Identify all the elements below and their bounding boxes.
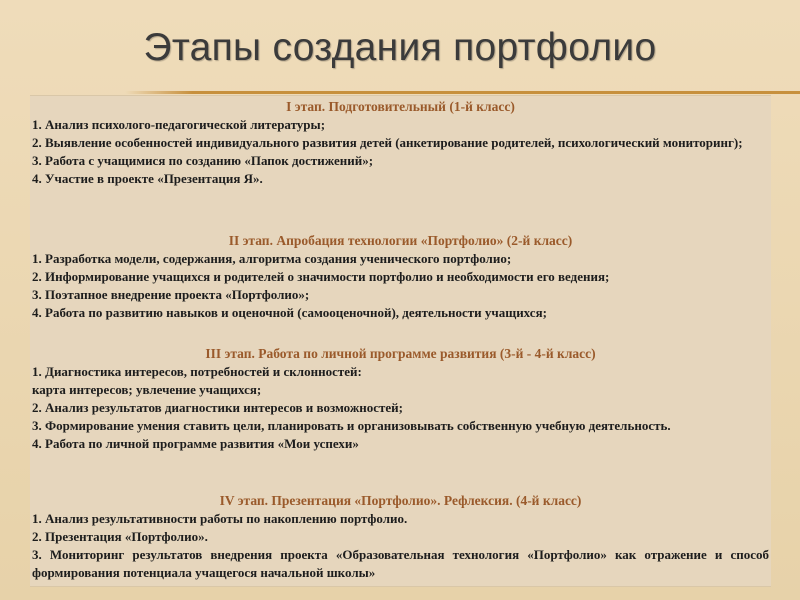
stage-1 [30,98,771,188]
content-box [30,95,771,587]
stage-title: IV этап. Презентация «Портфолио». Рефлексия. (4-й класс) [219,493,582,508]
list-item: 3. Мониторинг результатов внедрения проекта «Образовательная технология «Портфолио» как отражение и способ формирования потенциала учащегося начальной школы» [32,547,769,580]
list-item: 2. Выявление особенностей индивидуального развития детей (анкетирование родителей, психологический мониторинг); [32,135,743,150]
stage-4 [30,492,771,582]
list-item: 3. Поэтапное внедрение проекта «Портфолио»; [32,287,310,302]
list-item: 2. Информирование учащихся и родителей о значимости портфолио и необходимости его ведения; [32,269,610,284]
list-item: карта интересов; увлечение учащихся; [32,382,262,397]
list-item: 2. Презентация «Портфолио». [32,529,208,544]
page-title: Этапы создания портфолио [143,26,657,69]
stage-title: II этап. Апробация технологии «Портфолио» (2-й класс) [228,233,573,248]
stage-title: I этап. Подготовительный (1-й класс) [286,99,515,114]
list-item: 1. Анализ психолого-педагогической литературы; [32,117,326,132]
list-item: 3. Работа с учащимися по созданию «Папок достижений»; [32,153,374,168]
stage-2 [30,232,771,322]
list-item: 2. Анализ результатов диагностики интересов и возможностей; [32,400,404,415]
list-item: 1. Разработка модели, содержания, алгоритма создания ученического портфолио; [32,251,512,266]
list-item: 4. Работа по личной программе развития «Мои успехи» [32,436,359,451]
stage-3 [30,345,771,453]
list-item: 4. Работа по развитию навыков и оценочной (самооценочной), деятельности учащихся; [32,305,547,320]
list-item: 1. Диагностика интересов, потребностей и склонностей: [32,364,362,379]
list-item: 4. Участие в проекте «Презентация Я». [32,171,263,186]
title-underline [125,91,800,94]
list-item: 3. Формирование умения ставить цели, планировать и организовывать собственную учебную деятельность. [32,418,671,433]
stage-title: III этап. Работа по личной программе развития (3-й - 4-й класс) [205,346,596,361]
list-item: 1. Анализ результативности работы по накоплению портфолио. [32,511,408,526]
